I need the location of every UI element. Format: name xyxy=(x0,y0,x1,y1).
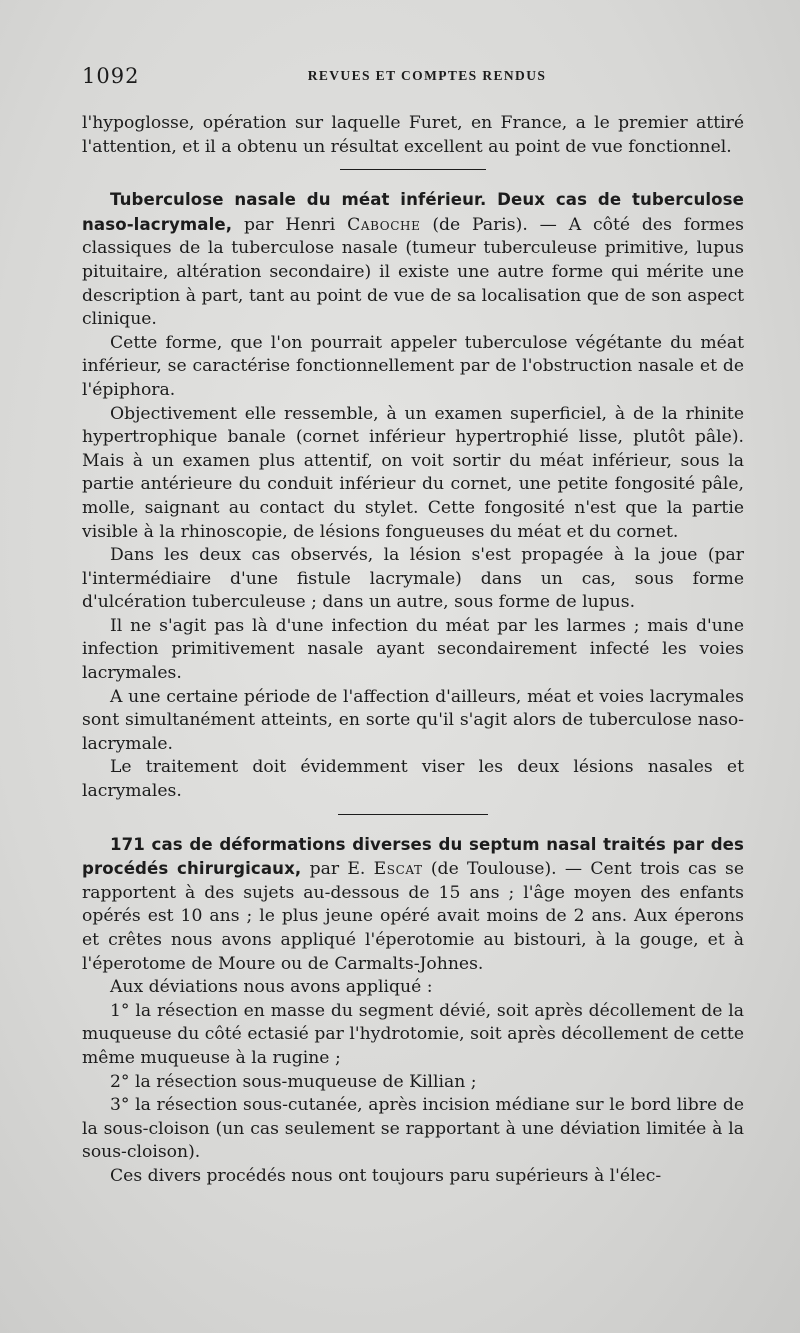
intro-paragraph: l'hypoglosse, opération sur laquelle Furet, en France, a le premier attiré l'attention, et il a obtenu un résultat excellent au point de vue fonctionnel. xyxy=(82,113,744,157)
article1-paragraph: Objectivement elle ressemble, à un examen superficiel, à de la rhinite hypertrophique banale (cornet inférieur hypertrophié lisse, plutôt pâle). Mais à un examen plus attentif, on voit sortir du méat inférieur, sous la partie antérieure du conduit inférieur du cornet, une petite fongosité pâle, molle, saignant au contact du stylet. Cette fongosité n'est que la partie visible à la rhinoscopie, de lésions fongueuses du méat et du cornet. xyxy=(82,403,744,542)
article2-lead: Cent trois cas se rapportent à des sujets au-dessous de 15 ans ; l'âge moyen des enfants opérés est 10 ans ; le plus jeune opéré avait moins de 2 ans. Aux éperons et crêtes nous avons appliqué l'éperotomie au bistouri, à la gouge, et à l'éperotome de Moure ou de Carmalts-Johnes. xyxy=(82,859,744,974)
article1-by: par Henri xyxy=(232,214,348,235)
article2-title: 171 cas de déformations diverses du septum nasal traités par des procédés chirurgicaux, xyxy=(82,834,744,879)
article1-paragraph: Il ne s'agit pas là d'une infection du méat par les larmes ; mais d'une infection primitivement nasale ayant secondairement infecté les voies lacrymales. xyxy=(82,615,744,684)
article1-first-paragraph xyxy=(82,188,744,332)
article1-paragraph: Cette forme, que l'on pourrait appeler tuberculose végétante du méat inférieur, se caractérise fonctionnellement par de l'obstruction nasale et de l'épiphora. xyxy=(82,332,744,400)
article2-first-paragraph xyxy=(82,833,744,977)
running-title: REVUES ET COMPTES RENDUS xyxy=(307,68,547,83)
article1-title: Tuberculose nasale du méat inférieur. Deux cas de tuberculose naso-lacrymale, xyxy=(82,190,744,234)
section-divider xyxy=(338,814,488,815)
article1-affiliation: (de Paris). — xyxy=(420,214,569,235)
page-header xyxy=(82,64,742,94)
section-divider xyxy=(340,169,486,170)
article2-paragraph: 1° la résection en masse du segment dévié, soit après décollement de la muqueuse du côté ectasié par l'hydrotomie, soit après décollement de cette même muqueuse à la rugine ; xyxy=(82,1000,744,1068)
article2-paragraph: 3° la résection sous-cutanée, après incision médiane sur le bord libre de la sous-cloison (un cas seulement se rapportant à une déviation limitée à la sous-cloison). xyxy=(82,1095,744,1163)
article1-paragraph: A une certaine période de l'affection d'ailleurs, méat et voies lacrymales sont simultanément atteints, en sorte qu'il s'agit alors de tuberculose naso-lacrymale. xyxy=(82,686,744,754)
article2-paragraph: Aux déviations nous avons appliqué : xyxy=(110,977,433,998)
article1-paragraph: Dans les deux cas observés, la lésion s'est propagée à la joue (par l'intermédiaire d'une fistule lacrymale) dans un cas, sous forme d'ulcération tuberculeuse ; dans un autre, sous forme de lupus. xyxy=(82,545,744,613)
article2-paragraph: 2° la résection sous-muqueuse de Killian ; xyxy=(110,1071,477,1092)
article1-paragraph: Le traitement doit évidemment viser les deux lésions nasales et lacrymales. xyxy=(82,757,744,802)
article2-by: par E. xyxy=(301,859,374,880)
article2-author: Escat xyxy=(373,859,423,880)
article1-author: Caboche xyxy=(347,214,421,235)
article2-affiliation: (de Toulouse). — xyxy=(422,859,591,880)
article2-paragraph: Ces divers procédés nous ont toujours paru supérieurs à l'élec- xyxy=(110,1165,662,1186)
page-number: 1092 xyxy=(82,64,140,88)
body-text xyxy=(82,112,744,1189)
article1-lead: A côté des formes classiques de la tuberculose nasale (tumeur tuberculeuse primitive, lupus pituitaire, altération secondaire) il existe une autre forme qui mérite une description à part, tant au point de vue de sa localisation que de son aspect clinique. xyxy=(82,214,744,330)
